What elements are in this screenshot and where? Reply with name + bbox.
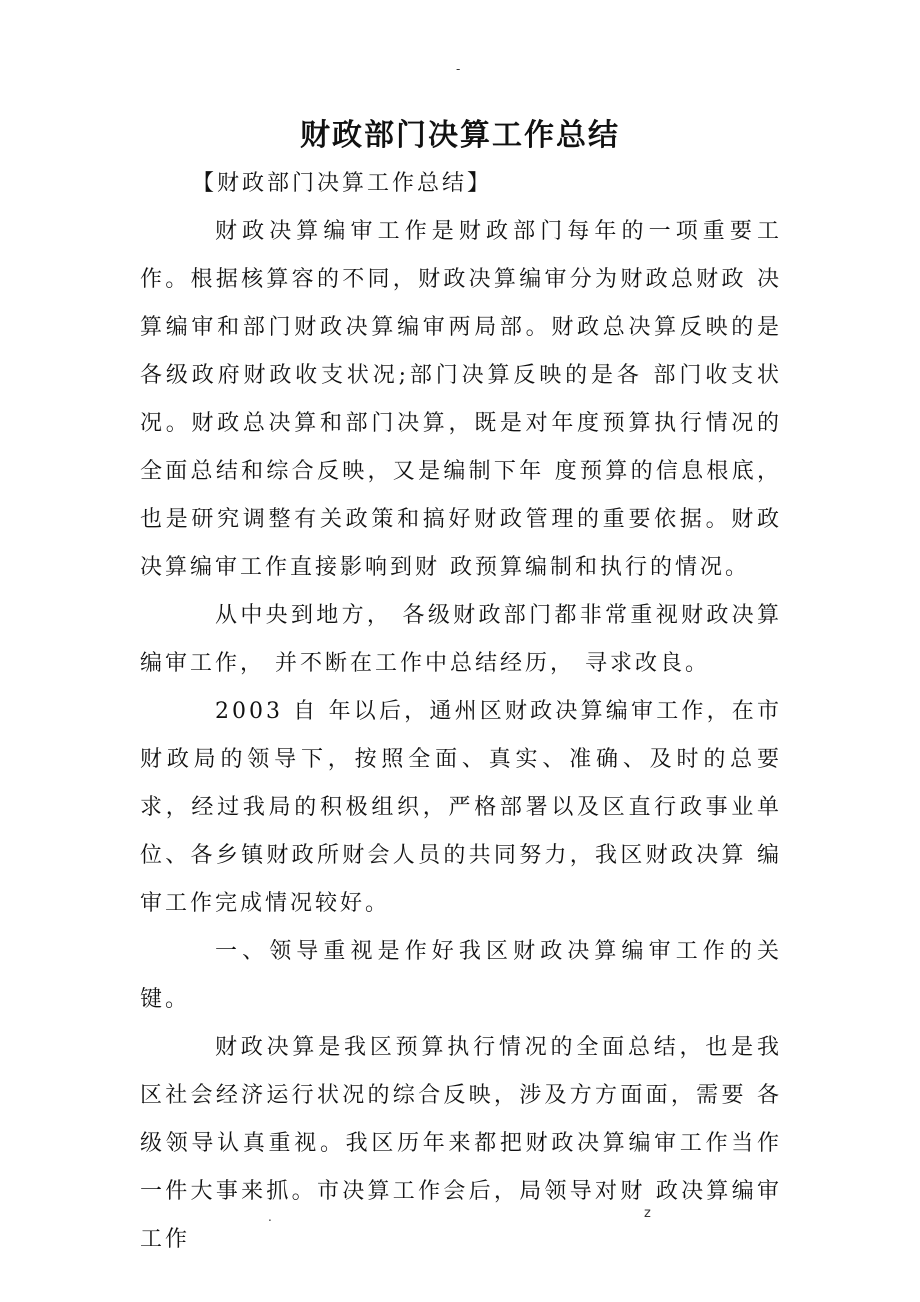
section-heading: 一、领导重视是作好我区财政决算编审工作的关键。 — [140, 939, 782, 1012]
document-title: 财政部门决算工作总结 — [300, 118, 620, 153]
paragraph-subtitle: 【财政部门决算工作总结】 — [192, 171, 493, 196]
paragraph: 从中央到地方， 各级财政部门都非常重视财政决算编审工作， 并不断在工作中总结经历， 寻求改良。 — [140, 603, 782, 676]
paragraph: 财政决算编审工作是财政部门每年的一项重要工作。根据核算容的不同，财政决算编审分为财政总财政 决算编审和部门财政决算编审两局部。财政总决算反映的是各级政府财政收支状况;部门决算反映的是各 部门收支状况。财政总决算和部门决算，既是对年度预算执行情况的全面总结和综合反映，又是编制下年 度预算的信息根底，也是研究调整有关政策和搞好财政管理的重要依据。财政决算编审工作直接影响到财 政预算编制和执行的情况。 — [140, 219, 782, 580]
footer-left-mark: . — [268, 1210, 272, 1224]
document-body — [140, 160, 782, 1264]
paragraph: 2003 自 年以后，通州区财政决算编审工作，在市财政局的领导下，按照全面、真实、准确、及时的总要求，经过我局的积极组织，严格部署以及区直行政事业单位、各乡镇财政所财会人员的共同努力，我区财政决算 编审工作完成情况较好。 — [140, 699, 782, 916]
paragraph: 财政决算是我区预算执行情况的全面总结，也是我区社会经济运行状况的综合反映，涉及方方面面，需要 各级领导认真重视。我区历年来都把财政决算编审工作当作一件大事来抓。市决算工作会后，局领导对财 政决算编审工作 — [140, 1035, 782, 1252]
header-mark: - — [456, 62, 461, 76]
footer-right-mark: z — [644, 1206, 651, 1221]
